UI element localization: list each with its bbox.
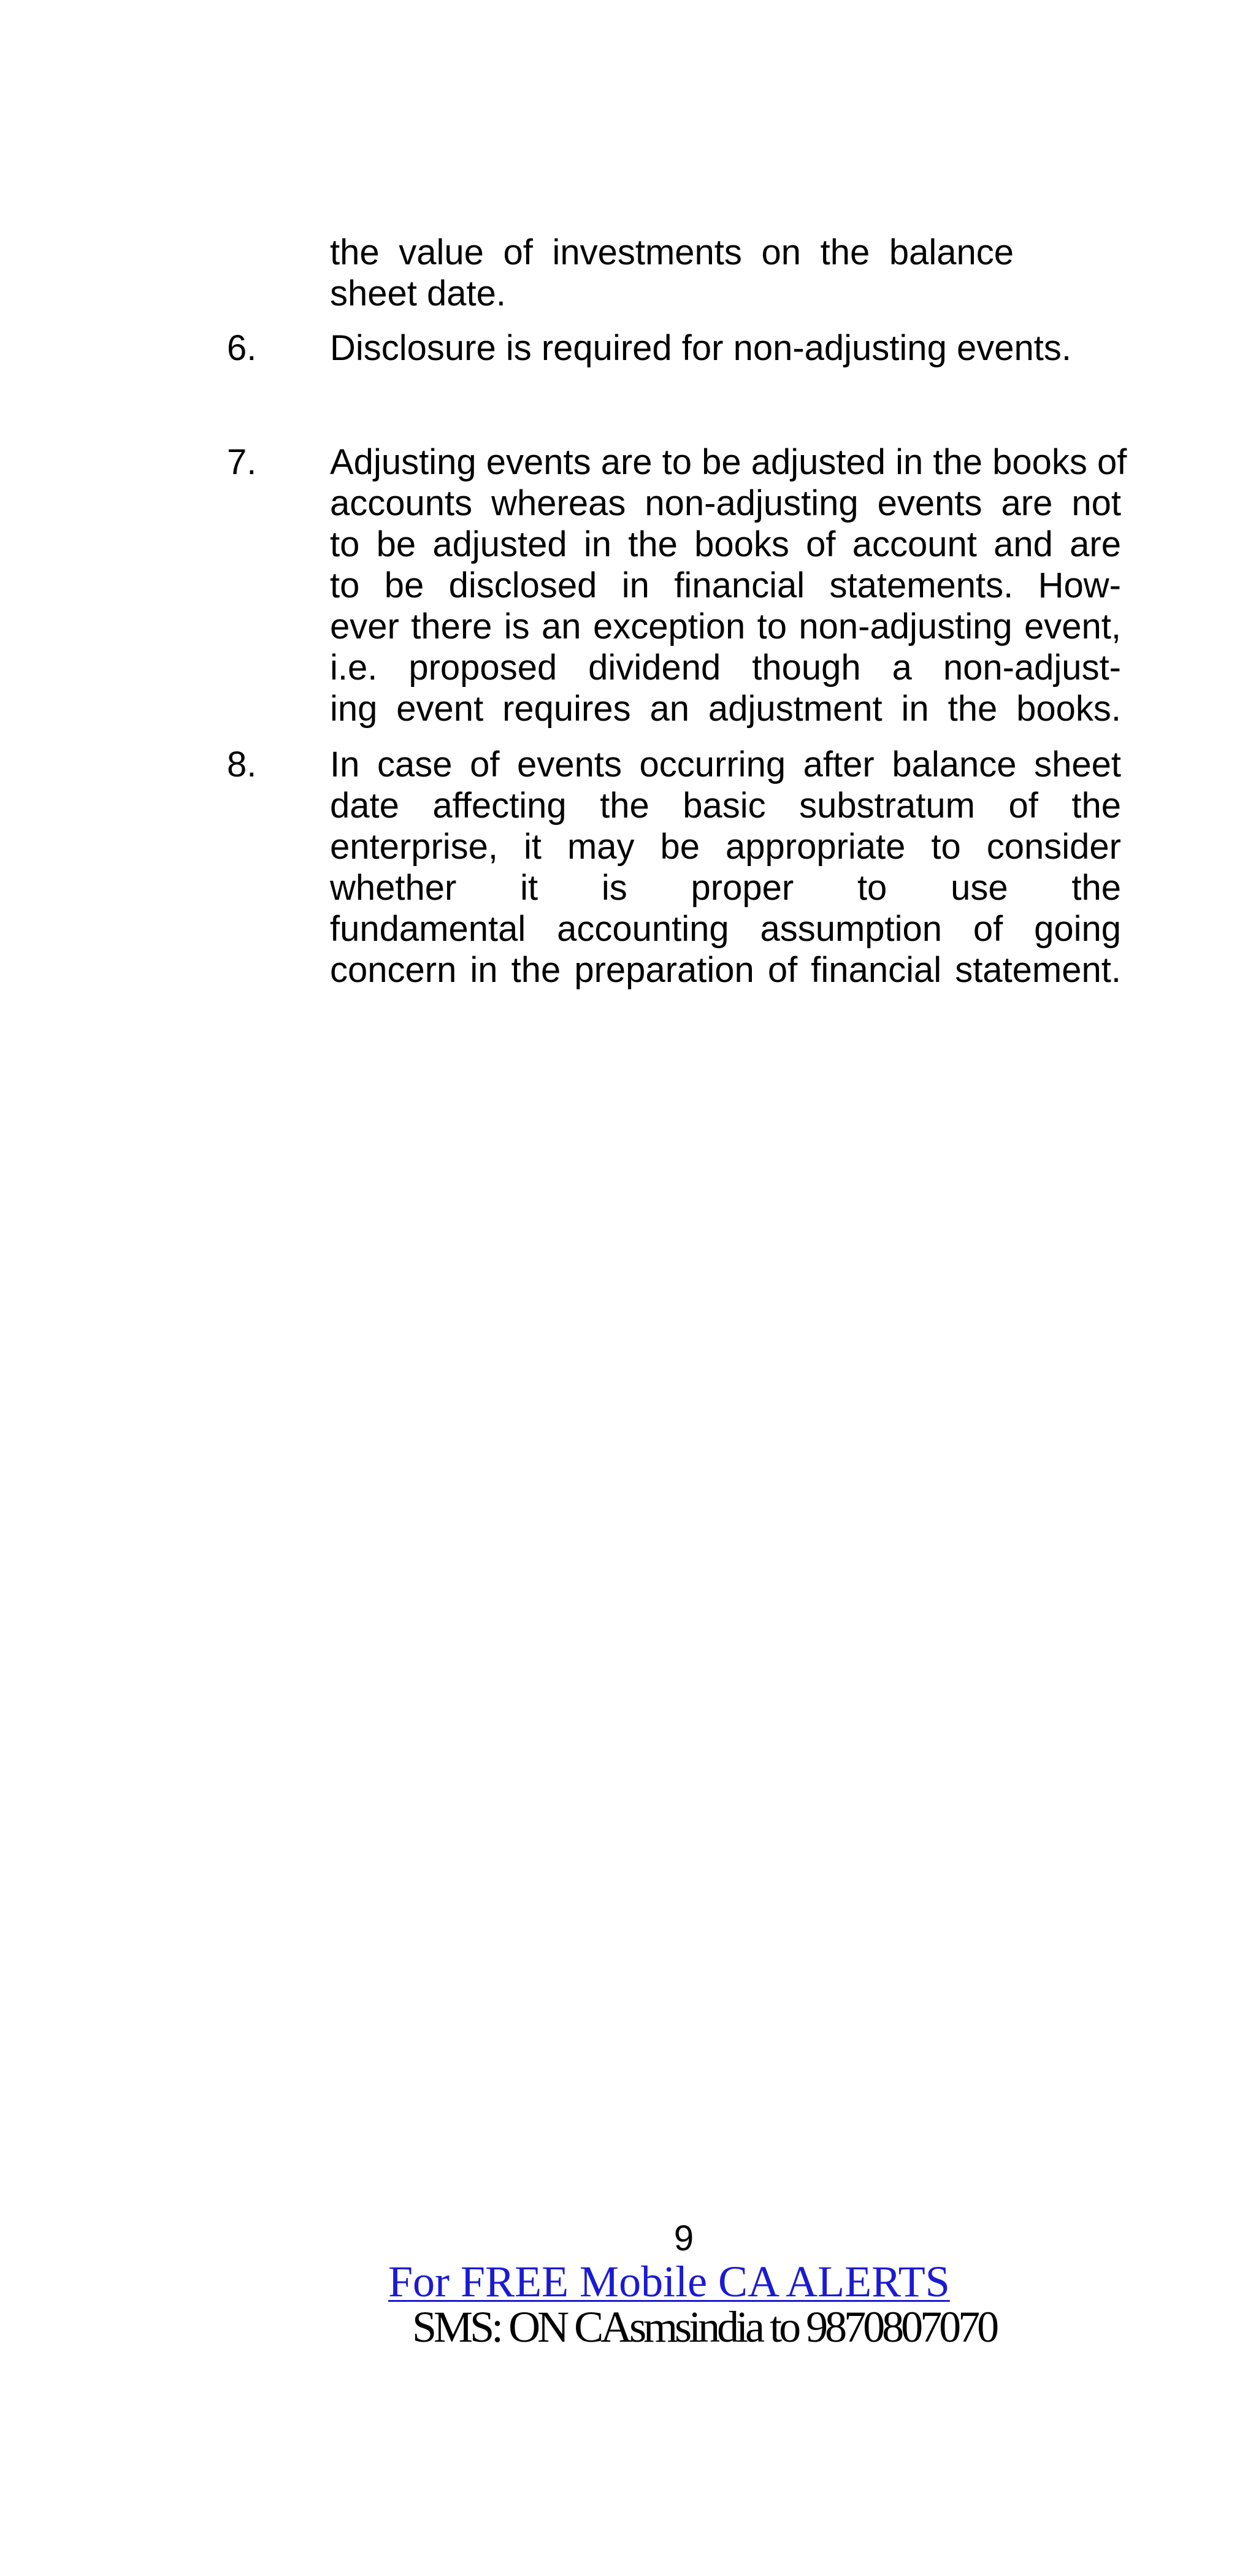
list-item-number: 7. <box>227 442 257 482</box>
list-item-text <box>330 442 1127 729</box>
promo-sms-text: SMS: ON CAsmsindia to 9870807070 <box>412 2302 997 2352</box>
page-number: 9 <box>673 2218 694 2258</box>
list-item-line: whether it is proper to use the <box>330 868 1121 908</box>
list-item-line: fundamental accounting assumption of going <box>330 909 1121 949</box>
list-item-line: Disclosure is required for non-adjusting events. <box>330 328 1071 368</box>
promo-link[interactable]: For FREE Mobile CA ALERTS <box>388 2257 950 2306</box>
list-item-line: enterprise, it may be appropriate to consider <box>330 827 1121 867</box>
list-item-line: concern in the preparation of financial statement. <box>330 950 1121 990</box>
continuation-line: the value of investments on the balance <box>330 232 1014 272</box>
list-item-line: In case of events occurring after balance sheet <box>330 745 1121 784</box>
list-item-text <box>330 328 1121 369</box>
list-item-line: to be adjusted in the books of account and are <box>330 524 1121 564</box>
list-item-text <box>330 744 1121 991</box>
list-item-line: ever there is an exception to non-adjusting event, <box>330 607 1121 646</box>
list-item-number: 6. <box>227 328 257 368</box>
list-item-line: ing event requires an adjustment in the books. <box>330 689 1121 729</box>
continuation-text <box>330 232 1014 314</box>
list-item-line: accounts whereas non-adjusting events are not <box>330 483 1121 523</box>
list-item-line: Adjusting events are to be adjusted in the books of <box>330 442 1127 482</box>
list-item-line: to be disclosed in financial statements. How- <box>330 565 1121 605</box>
list-item-line: date affecting the basic substratum of the <box>330 786 1121 826</box>
list-item-line: i.e. proposed dividend though a non-adjust- <box>330 648 1121 688</box>
continuation-line: sheet date. <box>330 274 506 313</box>
list-item-number: 8. <box>227 745 257 784</box>
